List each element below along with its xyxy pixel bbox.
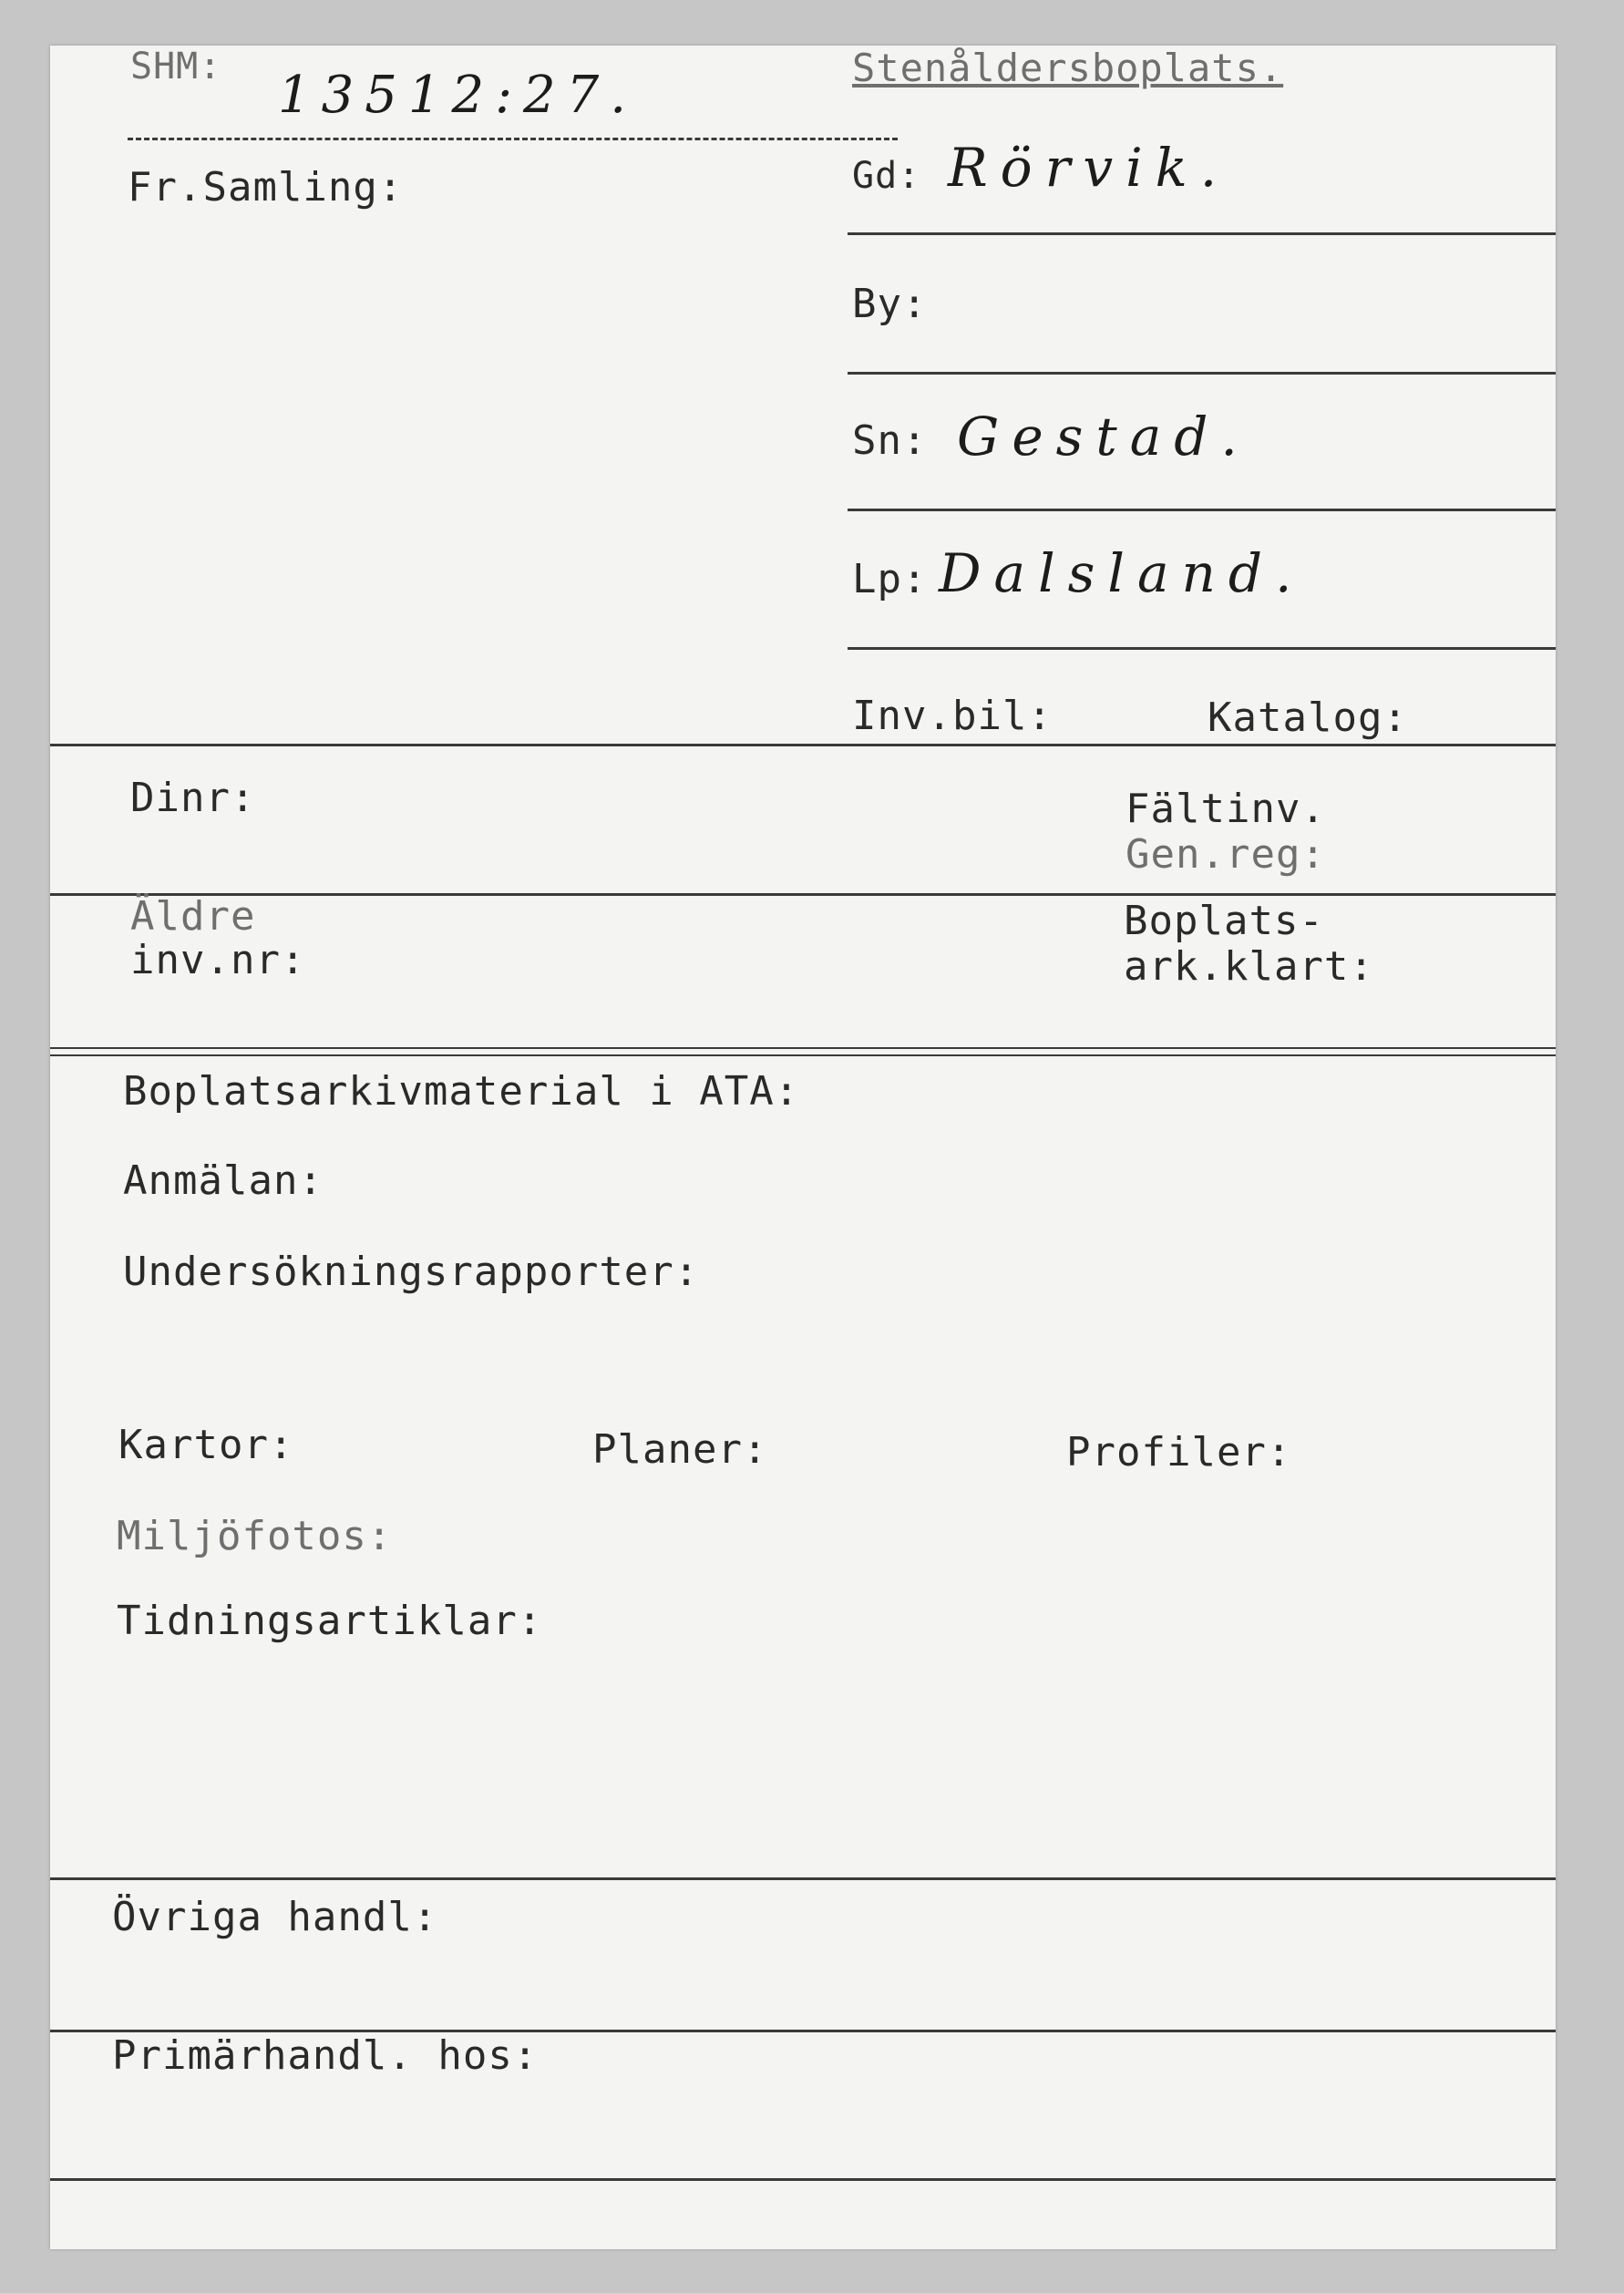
- section-divider-3: [50, 1047, 1556, 1049]
- lp-value: Dalsland.: [939, 542, 1305, 604]
- undersokning-label: Undersökningsrapporter:: [123, 1249, 700, 1295]
- inv-nr-label: inv.nr:: [130, 937, 306, 983]
- boplats-label: Boplats-: [1124, 898, 1324, 944]
- faltinv-label: Fältinv.: [1125, 786, 1326, 832]
- tidningsartiklar-label: Tidningsartiklar:: [117, 1598, 543, 1644]
- section-divider-4: [50, 1877, 1556, 1880]
- gd-line: [848, 232, 1556, 235]
- section-divider-2: [50, 893, 1556, 896]
- sn-label: Sn:: [852, 417, 928, 464]
- inv-bil-label: Inv.bil:: [852, 693, 1053, 739]
- by-line: [848, 372, 1556, 375]
- section-divider-1: [50, 744, 1556, 746]
- miljofotos-label: Miljöfotos:: [117, 1513, 393, 1559]
- ark-klart-label: ark.klart:: [1124, 943, 1374, 990]
- profiler-label: Profiler:: [1066, 1429, 1292, 1476]
- gd-value: Rörvik.: [948, 137, 1230, 199]
- aldre-label: Äldre: [130, 893, 256, 940]
- site-type-label: Stenåldersboplats.: [852, 46, 1284, 90]
- anmalan-label: Anmälan:: [123, 1157, 324, 1204]
- dinr-label: Dinr:: [130, 775, 256, 821]
- planer-label: Planer:: [592, 1426, 768, 1473]
- shm-number: 13512:27.: [278, 66, 638, 125]
- header-divider: [128, 138, 898, 140]
- shm-label: SHM:: [130, 46, 222, 87]
- katalog-label: Katalog:: [1208, 694, 1408, 741]
- index-card: [50, 46, 1556, 2249]
- boplatsark-label: Boplatsarkivmaterial i ATA:: [123, 1068, 800, 1115]
- fr-samling-label: Fr.Samling:: [128, 164, 404, 211]
- sn-value: Gestad.: [957, 406, 1250, 468]
- ovriga-label: Övriga handl:: [112, 1894, 438, 1940]
- gen-reg-label: Gen.reg:: [1125, 831, 1326, 878]
- gd-label: Gd:: [852, 155, 921, 197]
- primarhandl-label: Primärhandl. hos:: [112, 2032, 539, 2079]
- kartor-label: Kartor:: [118, 1422, 294, 1468]
- lp-label: Lp:: [852, 556, 928, 602]
- lp-line: [848, 647, 1556, 650]
- section-divider-6: [50, 2178, 1556, 2181]
- by-label: By:: [852, 281, 928, 327]
- sn-line: [848, 509, 1556, 511]
